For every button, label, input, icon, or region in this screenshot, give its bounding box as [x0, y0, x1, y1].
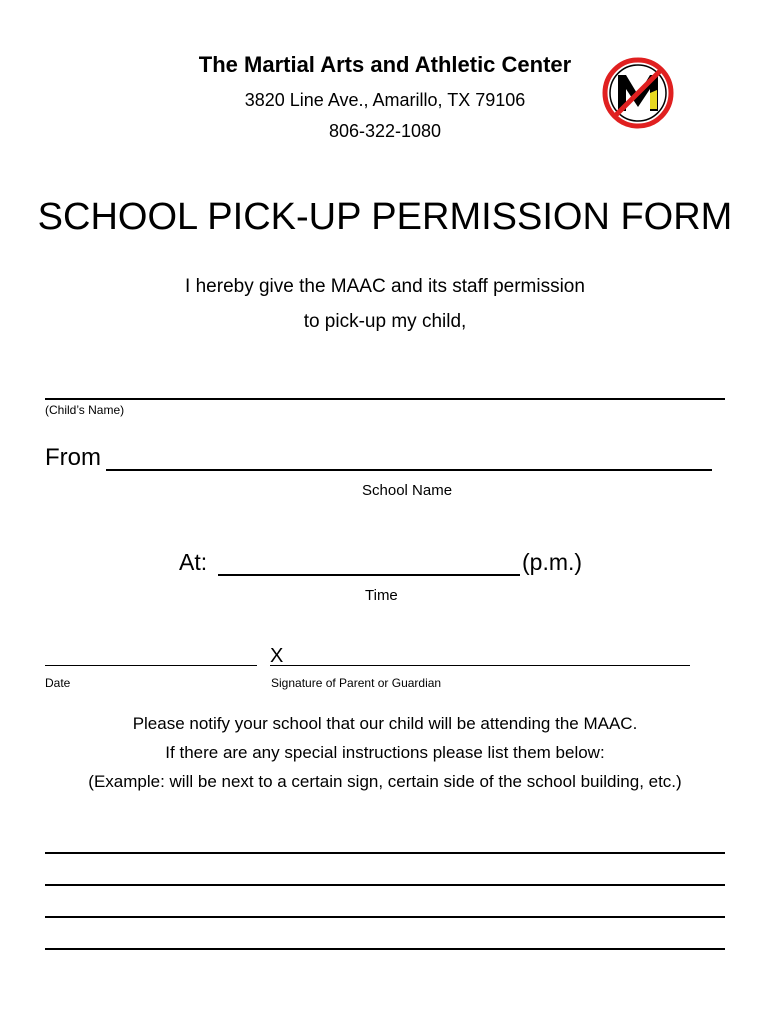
notify-line-3: (Example: will be next to a certain sign, certain side of the school building, etc.)	[88, 772, 682, 791]
instructions-line-3[interactable]	[45, 916, 725, 918]
notify-line-2: If there are any special instructions please list them below:	[165, 743, 605, 762]
notify-line-1: Please notify your school that our child will be attending the MAAC.	[132, 714, 638, 733]
at-label: At:	[179, 549, 208, 575]
instructions-line-1[interactable]	[45, 852, 725, 854]
time-field[interactable]	[218, 574, 520, 576]
date-caption: Date	[45, 676, 71, 690]
from-label: From	[45, 444, 101, 471]
maac-logo	[602, 57, 674, 129]
school-name-field[interactable]	[106, 469, 712, 471]
instructions-line-4[interactable]	[45, 948, 725, 950]
organization-address: 3820 Line Ave., Amarillo, TX 79106	[244, 90, 526, 110]
child-name-field[interactable]	[45, 398, 725, 400]
organization-name: The Martial Arts and Athletic Center	[198, 52, 572, 77]
time-caption: Time	[365, 587, 398, 604]
child-name-caption: (Child’s Name)	[45, 403, 125, 417]
signature-field[interactable]	[270, 665, 690, 666]
logo-accent	[650, 90, 657, 109]
signature-x-mark: X	[270, 645, 284, 667]
pm-label: (p.m.)	[522, 549, 583, 575]
date-field[interactable]	[45, 665, 257, 666]
organization-phone: 806-322-1080	[328, 121, 442, 141]
intro-line-1: I hereby give the MAAC and its staff permission	[185, 276, 585, 297]
signature-caption: Signature of Parent or Guardian	[271, 676, 442, 690]
instructions-line-2[interactable]	[45, 884, 725, 886]
form-title: SCHOOL PICK-UP PERMISSION FORM	[37, 196, 733, 238]
intro-line-2: to pick-up my child,	[303, 311, 467, 332]
school-name-caption: School Name	[362, 482, 453, 499]
